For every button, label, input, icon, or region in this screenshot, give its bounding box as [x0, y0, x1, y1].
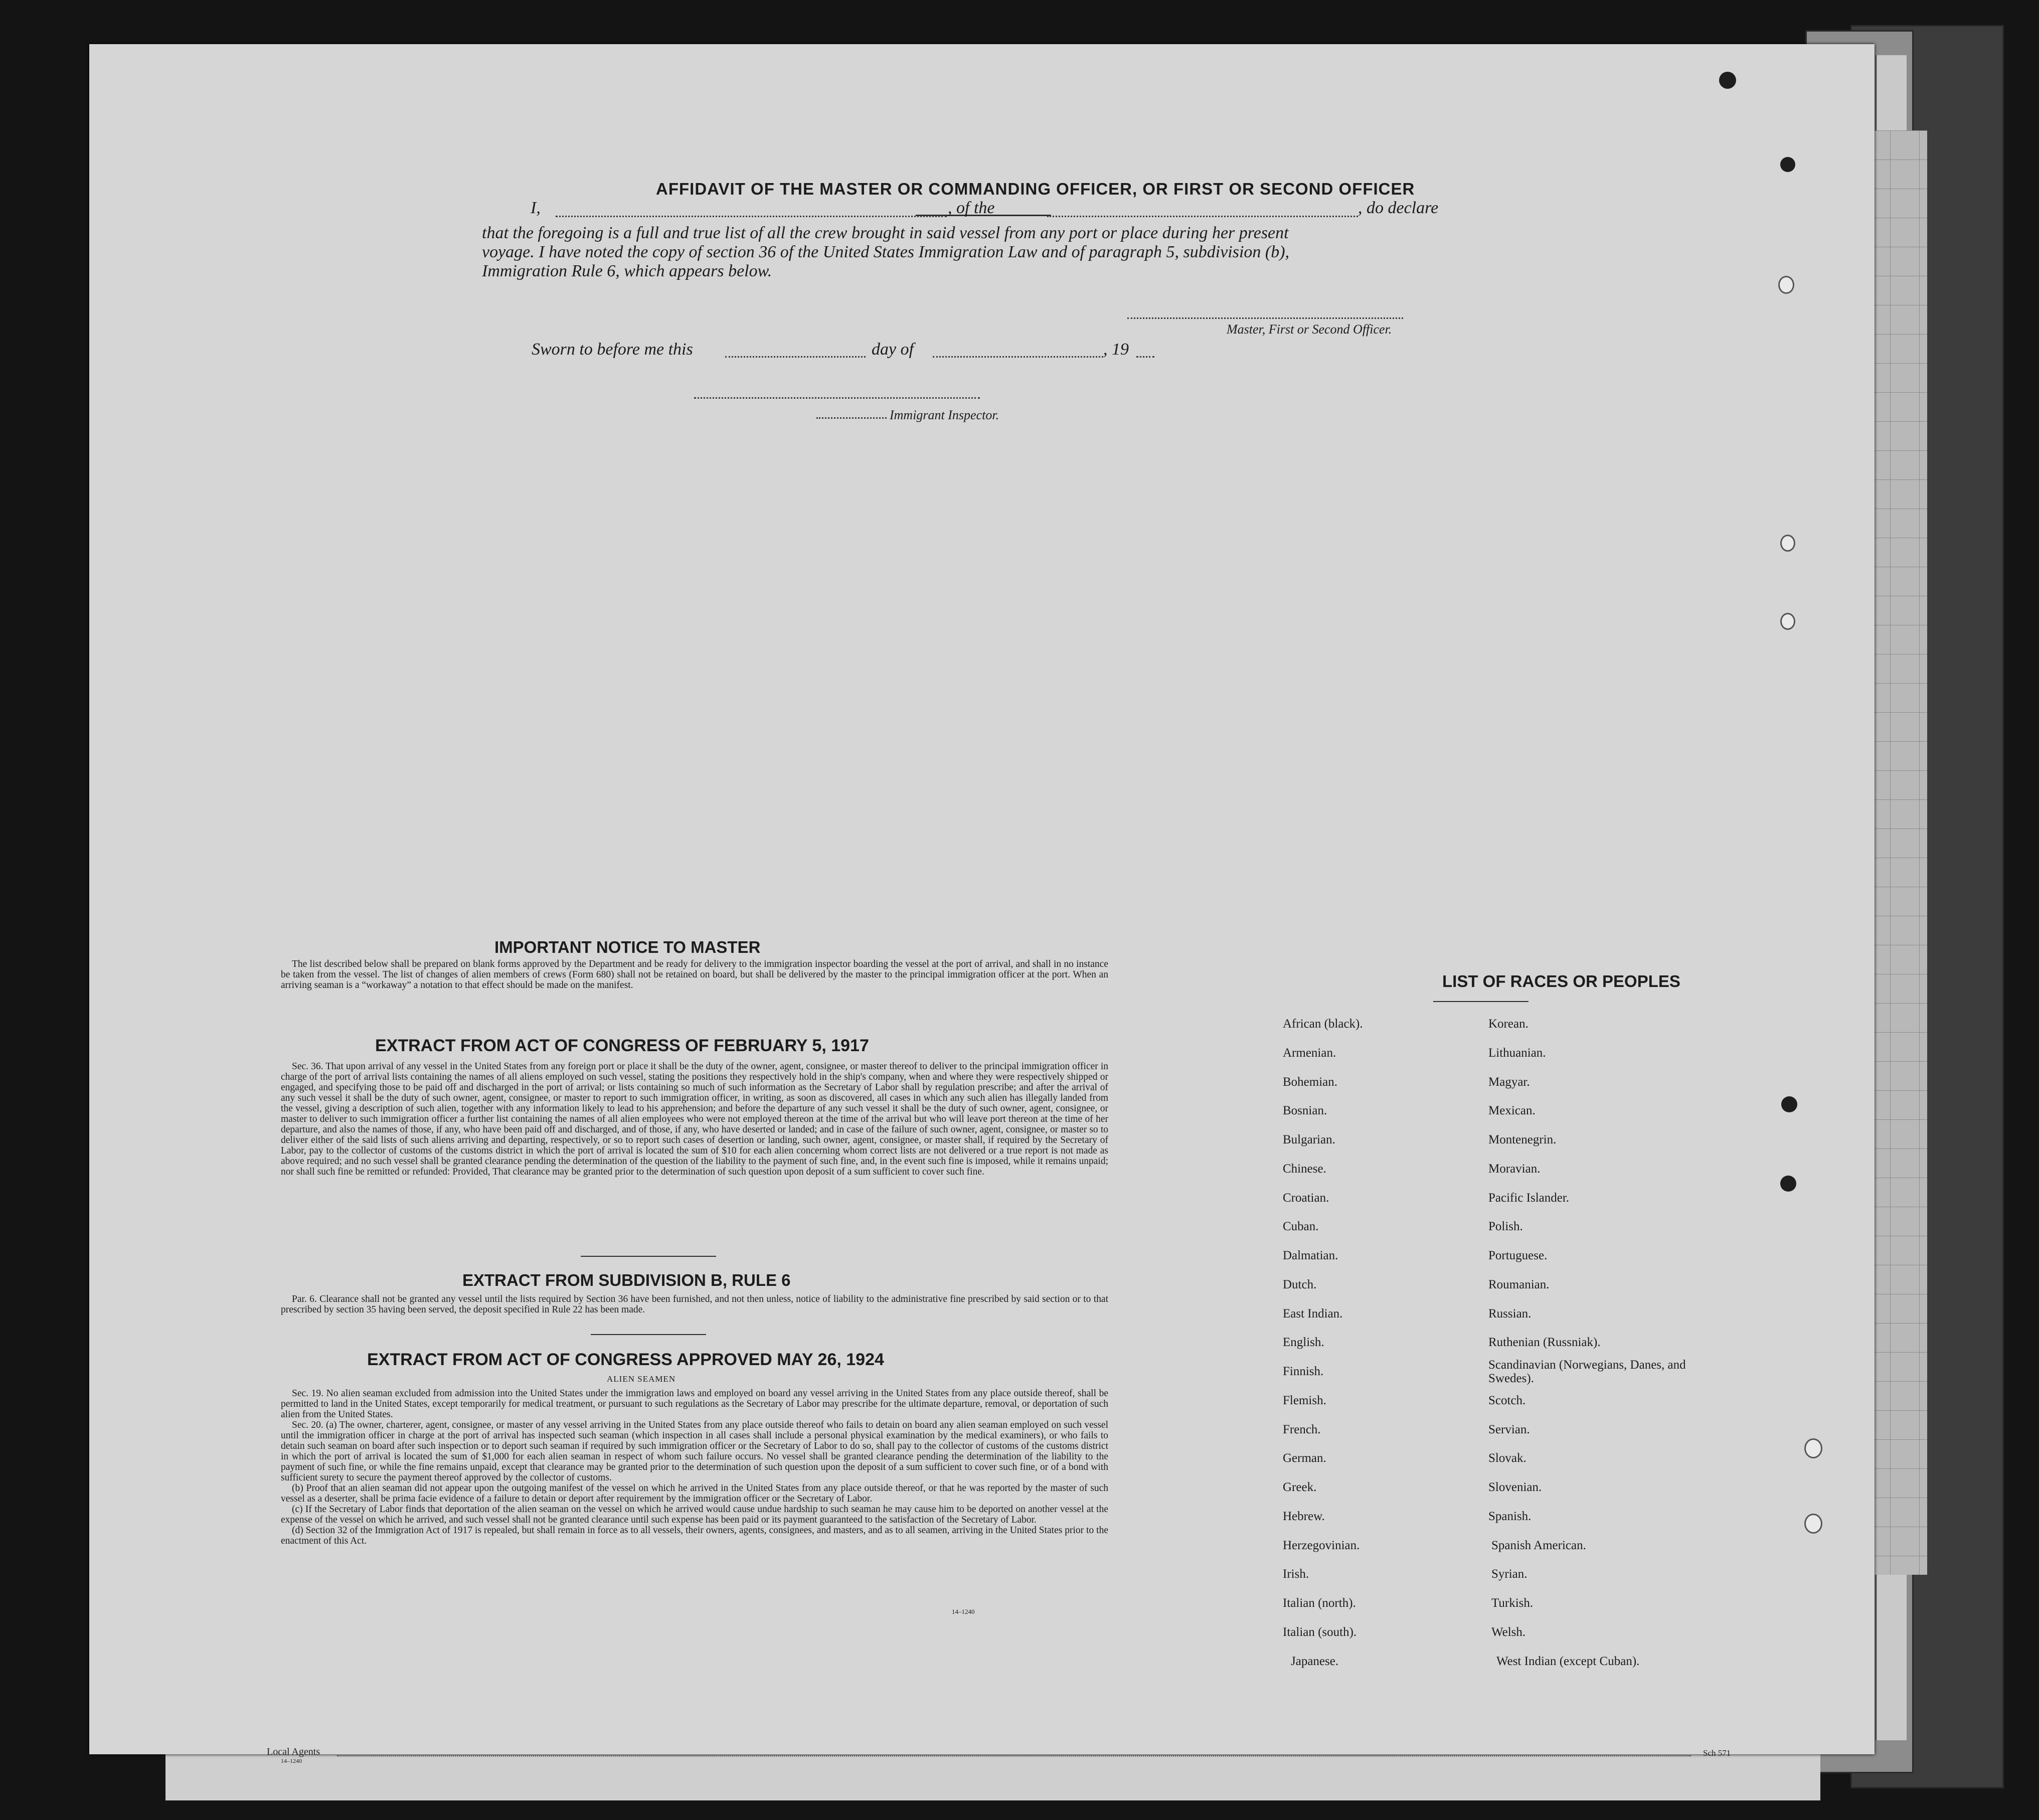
name-blank [556, 216, 947, 217]
race-item: Moravian. [1488, 1162, 1541, 1176]
notice-title: IMPORTANT NOTICE TO MASTER [494, 938, 761, 956]
sec-20b-text: (b) Proof that an alien seaman did not appear upon the outgoing manifest of the vessel on which he arrived in the United States from any place outside thereof, or that he was reported by the master of such vessel as a deserter, shall be prima facie evidence of a failure to detain or deport after requirement by the immigration officer or the Secretary of Labor. [281, 1483, 1108, 1504]
inspector-lead-line [816, 417, 887, 419]
race-item: Lithuanian. [1488, 1046, 1546, 1060]
sworn-year-blank [1136, 356, 1154, 358]
race-item: Spanish. [1488, 1510, 1532, 1523]
sworn-month-blank [933, 356, 1103, 358]
race-item: Greek. [1283, 1480, 1317, 1494]
affidavit-line-3: voyage. I have noted the copy of section 36 of the United States Immigration Law and of paragraph 5, subdivision (b), [482, 243, 1290, 261]
punch-hole [1778, 276, 1794, 294]
race-item: Finnish. [1283, 1365, 1324, 1378]
race-item: Bosnian. [1283, 1104, 1327, 1117]
extract-rule6-title: EXTRACT FROM SUBDIVISION B, RULE 6 [462, 1271, 791, 1289]
race-item: Roumanian. [1488, 1278, 1550, 1291]
race-item: Bulgarian. [1283, 1133, 1335, 1146]
sworn-date-blank [725, 356, 866, 358]
race-item: East Indian. [1283, 1307, 1343, 1320]
races-title: LIST OF RACES OR PEOPLES [1442, 972, 1680, 990]
punch-hole [1781, 1096, 1797, 1112]
race-item: Servian. [1488, 1423, 1530, 1436]
race-item: Mexican. [1488, 1104, 1536, 1117]
extract-rule6-text: Par. 6. Clearance shall not be granted any vessel until the lists required by Section 36 have been furnished, and not then unless, notice of liability to the administrative fine prescribed by said section or to that prescribed by section 35 having been served, the deposit specified in Rule 22 has been made. [281, 1294, 1108, 1315]
extract-1917-text: Sec. 36. That upon arrival of any vessel in the United States from any foreign port or place it shall be the duty of the owner, agent, consignee, or master thereof to deliver to the principal immigration officer in charge of the port of arrival lists containing the names of all aliens employed on such vessel, stating the positions they respectively hold in the ship's company, when and where they were respectively shipped or engaged, and specifying those to be paid off and discharged in the port of arrival; or lists containing so much of such information as the Secretary of Labor shall by regulation prescribe; and after the arrival of any such vessel it shall be the duty of such owner, agent, consignee, or master to report to such immigration officer, in writing, as soon as discovered, all cases in which any such alien has illegally landed from the vessel, giving a description of such alien, together with any information likely to lead to his apprehension; and before the departure of any such vessel it shall be the duty of such owner, agent, consignee, or master to deliver to such immigration officer a further list containing the names of all alien employees who were not employed thereon at the time of the arrival but who will leave port thereon at the time of her departure, and also the names of those, if any, who have been paid off and discharged, and of those, if any, who have deserted or landed; and in case of the failure of such owner, agent, consignee, or master so to deliver either of the said lists of such aliens arriving and departing, respectively, or so to report such cases of desertion or landing, such owner, agent, consignee, or master shall, if required by the Secretary of Labor, pay to the collector of customs of the customs district in which the port of arrival is located the sum of $10 for each alien concerning whom correct lists are not delivered or a true report is not made as above required; and no such vessel shall be granted clearance pending the determination of the question of the liability to the payment of such fine, and, in the event such fine is imposed, while it remains unpaid; nor shall such fine be remitted or refunded: Provided, That clearance may be granted prior to the determination of such question upon deposit of a sum sufficient to cover such fine. [281, 1061, 1108, 1177]
extract-1924-body [281, 1388, 1108, 1546]
affidavit-line-2: that the foregoing is a full and true list of all the crew brought in said vessel from any port or place during her present [482, 224, 1289, 242]
extract-rule6-body [281, 1294, 1108, 1315]
race-item: Slovenian. [1488, 1480, 1542, 1494]
footer-local-agents: Local Agents [267, 1746, 320, 1757]
race-item: Flemish. [1283, 1394, 1326, 1407]
race-item: Herzegovinian. [1283, 1539, 1360, 1552]
race-item: Spanish American. [1491, 1539, 1586, 1552]
race-item: Ruthenian (Russniak). [1488, 1336, 1601, 1349]
race-item: Scandinavian (Norwegians, Danes, and Swedes). [1488, 1358, 1686, 1385]
master-signature-label: Master, First or Second Officer. [1227, 322, 1392, 337]
master-signature-line [1127, 317, 1403, 319]
race-item: Syrian. [1491, 1567, 1527, 1581]
sec-19-text: Sec. 19. No alien seaman excluded from admission into the United States under the immigration laws and employed on board any vessel arriving in the United States from any place outside thereof, shall be permitted to land in the United States, except temporarily for medical treatment, or pursuant to such regulations as the Secretary of Labor may prescribe for the ultimate departure, removal, or deportation of such alien from the United States. [281, 1388, 1108, 1420]
extract-1924-subtitle: ALIEN SEAMEN [607, 1374, 676, 1384]
sec-20a-text: Sec. 20. (a) The owner, charterer, agent, consignee, or master of any vessel arriving in the United States from any place outside thereof who fails to detain on board any alien seaman employed on such vessel until the immigration officer in charge at the port of arrival has inspected such seaman (which inspection in all cases shall include a personal physical examination by the medical examiners), or who fails to detain such seaman on board after such inspection or to deport such seaman if required by such immigration officer or the Secretary of Labor to do so, shall pay to the collector of customs of the customs district in which the port of arrival is located the sum of $1,000 for each alien seaman in respect of whom such failure occurs. No vessel shall be granted clearance pending the determination of the liability to the payment of such fine, or while the fine remains unpaid, except that clearance may be granted prior to the determination of such question upon the deposit of a sum sufficient to cover such fine, or of a bond with sufficient surety to secure the payment thereof approved by the collector of customs. [281, 1420, 1108, 1483]
form-code: 14–1240 [952, 1608, 975, 1615]
race-item: Dalmatian. [1283, 1249, 1338, 1262]
race-item: Slovak. [1488, 1451, 1526, 1465]
race-item: Cuban. [1283, 1220, 1319, 1233]
race-item: English. [1283, 1336, 1324, 1349]
race-item: Dutch. [1283, 1278, 1317, 1291]
section-rule [591, 1334, 706, 1335]
vessel-blank [1047, 216, 1358, 217]
affidavit-declare: , do declare [1358, 199, 1439, 217]
affidavit-of-the: , of the [948, 199, 995, 217]
race-item: West Indian (except Cuban). [1496, 1654, 1640, 1668]
punch-hole [1804, 1514, 1822, 1534]
punch-hole [1780, 157, 1795, 172]
sec-20d-text: (d) Section 32 of the Immigration Act of 1917 is repealed, but shall remain in force as to all vessels, their owners, agents, consignees, and masters, and as to all seamen, arriving in the United States prior to the enactment of this Act. [281, 1525, 1108, 1546]
race-item: Russian. [1488, 1307, 1532, 1320]
race-item: Japanese. [1291, 1654, 1339, 1668]
affidavit-title: AFFIDAVIT OF THE MASTER OR COMMANDING OFFICER, OR FIRST OR SECOND OFFICER [656, 180, 1415, 198]
punch-hole [1780, 1176, 1796, 1192]
affidavit-line-4: Immigration Rule 6, which appears below. [482, 262, 772, 280]
affidavit-i: I, [531, 199, 541, 217]
race-item: Magyar. [1488, 1075, 1530, 1089]
race-item: African (black). [1283, 1017, 1363, 1031]
race-item: Polish. [1488, 1220, 1523, 1233]
punch-hole [1804, 1438, 1822, 1458]
sworn-day-of: day of [872, 340, 914, 359]
footer-line [337, 1755, 1691, 1756]
race-item: Pacific Islander. [1488, 1191, 1570, 1205]
punch-hole [1719, 72, 1736, 89]
extract-1924-title: EXTRACT FROM ACT OF CONGRESS APPROVED MAY 26, 1924 [367, 1350, 884, 1369]
race-item: Welsh. [1491, 1625, 1526, 1639]
race-item: Scotch. [1488, 1394, 1526, 1407]
race-item: French. [1283, 1423, 1321, 1436]
race-item: Hebrew. [1283, 1510, 1325, 1523]
race-item: Croatian. [1283, 1191, 1329, 1205]
notice-text: The list described below shall be prepared on blank forms approved by the Department and be ready for delivery to the immigration inspector boarding the vessel at the port of arrival, and shall in no instance be taken from the vessel. The list of changes of alien members of crews (Form 680) shall not be retained on board, but shall be delivered by the master to the principal immigration officer at the port. When an arriving seaman is a “workaway” a notation to that effect should be made on the manifest. [281, 959, 1108, 990]
race-item: German. [1283, 1451, 1326, 1465]
inspector-signature-line [694, 397, 980, 399]
extract-1917-title: EXTRACT FROM ACT OF CONGRESS OF FEBRUARY 5, 1917 [375, 1036, 869, 1055]
inspector-label: Immigrant Inspector. [890, 408, 999, 422]
notice-body [281, 959, 1108, 990]
footer-schedule: Sch 571 [1703, 1748, 1731, 1758]
extract-1917-body [281, 1061, 1108, 1177]
race-item: Turkish. [1491, 1596, 1534, 1610]
footer-left-code: 14–1240 [281, 1757, 302, 1764]
punch-hole [1780, 535, 1795, 552]
race-item: Armenian. [1283, 1046, 1336, 1060]
race-item: Chinese. [1283, 1162, 1326, 1176]
race-item: Italian (north). [1283, 1596, 1356, 1610]
manifest-page [89, 44, 1875, 1754]
race-item: Bohemian. [1283, 1075, 1338, 1089]
race-item: Korean. [1488, 1017, 1528, 1031]
sec-20c-text: (c) If the Secretary of Labor finds that deportation of the alien seaman on the vessel on which he arrived would cause undue hardship to such seaman he may cause him to be deported on another vessel at the expense of the vessel on which he arrived, and such vessel shall not be granted clearance until such expense has been paid or its payment guaranteed to the satisfaction of the Secretary of Labor. [281, 1504, 1108, 1525]
sworn-prefix: Sworn to before me this [532, 340, 693, 359]
section-rule [581, 1256, 716, 1257]
punch-hole [1780, 613, 1795, 630]
race-item: Montenegrin. [1488, 1133, 1557, 1146]
race-item: Portuguese. [1488, 1249, 1548, 1262]
races-title-rule [1433, 1001, 1528, 1002]
race-item: Irish. [1283, 1567, 1309, 1581]
race-item: Italian (south). [1283, 1625, 1357, 1639]
sworn-year: , 19 [1103, 340, 1129, 359]
